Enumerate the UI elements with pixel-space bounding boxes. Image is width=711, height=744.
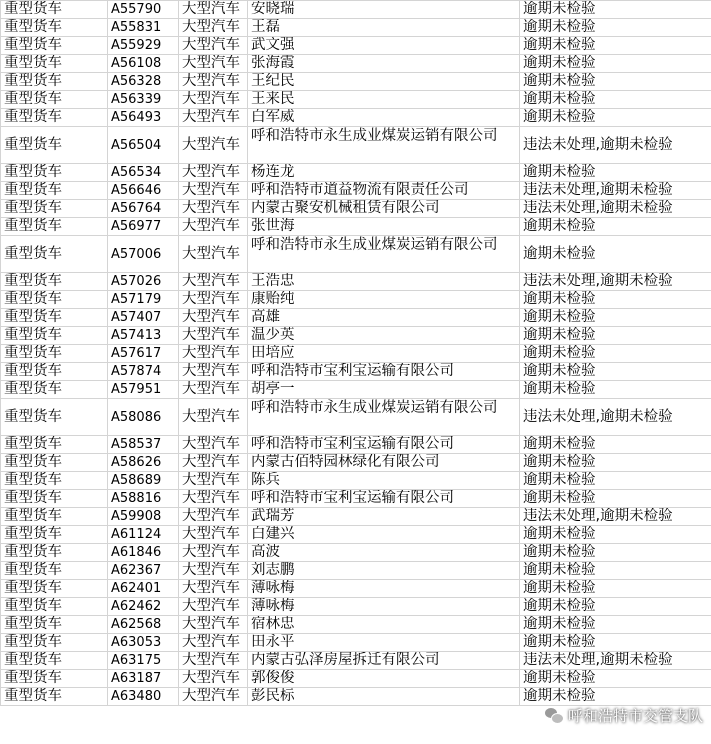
- cell-vehicle-type: 重型货车: [1, 652, 108, 670]
- table-row: [1, 472, 711, 490]
- cell-owner: 呼和浩特市永生成业煤炭运销有限公司: [248, 399, 520, 436]
- cell-plate-class: 大型汽车: [179, 109, 248, 127]
- cell-vehicle-type: 重型货车: [1, 55, 108, 73]
- cell-vehicle-type: 重型货车: [1, 182, 108, 200]
- cell-status: 违法未处理,逾期未检验: [520, 200, 711, 218]
- cell-vehicle-type: 重型货车: [1, 127, 108, 164]
- cell-vehicle-type: 重型货车: [1, 399, 108, 436]
- cell-vehicle-type: 重型货车: [1, 218, 108, 236]
- table-row: [1, 91, 711, 109]
- cell-status: 逾期未检验: [520, 327, 711, 345]
- cell-plate-class: 大型汽车: [179, 345, 248, 363]
- cell-plate-number: A56646: [108, 182, 179, 200]
- cell-vehicle-type: 重型货车: [1, 363, 108, 381]
- cell-plate-number: A61124: [108, 526, 179, 544]
- cell-owner: 呼和浩特市永生成业煤炭运销有限公司: [248, 127, 520, 164]
- cell-owner: 陈兵: [248, 472, 520, 490]
- cell-owner: 白军威: [248, 109, 520, 127]
- cell-vehicle-type: 重型货车: [1, 688, 108, 706]
- cell-vehicle-type: 重型货车: [1, 598, 108, 616]
- cell-owner: 呼和浩特市宝利宝运输有限公司: [248, 490, 520, 508]
- cell-vehicle-type: 重型货车: [1, 19, 108, 37]
- table-row: [1, 109, 711, 127]
- cell-plate-class: 大型汽车: [179, 37, 248, 55]
- table-row: [1, 127, 711, 164]
- table-row: [1, 363, 711, 381]
- cell-owner: 白建兴: [248, 526, 520, 544]
- cell-owner: 彭民标: [248, 688, 520, 706]
- cell-status: 逾期未检验: [520, 291, 711, 309]
- cell-plate-class: 大型汽车: [179, 508, 248, 526]
- cell-plate-number: A57006: [108, 236, 179, 273]
- cell-status: 逾期未检验: [520, 164, 711, 182]
- cell-owner: 薄咏梅: [248, 598, 520, 616]
- cell-plate-class: 大型汽车: [179, 472, 248, 490]
- table-body: [1, 1, 711, 706]
- cell-plate-number: A55929: [108, 37, 179, 55]
- cell-status: 逾期未检验: [520, 670, 711, 688]
- cell-status: 逾期未检验: [520, 363, 711, 381]
- cell-plate-class: 大型汽车: [179, 327, 248, 345]
- table-row: [1, 634, 711, 652]
- cell-plate-number: A57407: [108, 309, 179, 327]
- cell-plate-class: 大型汽车: [179, 490, 248, 508]
- cell-owner: 王来民: [248, 91, 520, 109]
- table-row: [1, 544, 711, 562]
- cell-plate-number: A56977: [108, 218, 179, 236]
- cell-status: 逾期未检验: [520, 688, 711, 706]
- table-row: [1, 688, 711, 706]
- table-row: [1, 526, 711, 544]
- cell-status: 逾期未检验: [520, 436, 711, 454]
- cell-plate-class: 大型汽车: [179, 399, 248, 436]
- cell-status: 违法未处理,逾期未检验: [520, 652, 711, 670]
- cell-plate-number: A63053: [108, 634, 179, 652]
- cell-plate-class: 大型汽车: [179, 309, 248, 327]
- cell-owner: 高雄: [248, 309, 520, 327]
- cell-owner: 呼和浩特市永生成业煤炭运销有限公司: [248, 236, 520, 273]
- cell-vehicle-type: 重型货车: [1, 73, 108, 91]
- cell-vehicle-type: 重型货车: [1, 670, 108, 688]
- cell-plate-number: A63175: [108, 652, 179, 670]
- cell-vehicle-type: 重型货车: [1, 273, 108, 291]
- cell-owner: 呼和浩特市道益物流有限责任公司: [248, 182, 520, 200]
- cell-plate-number: A57026: [108, 273, 179, 291]
- cell-vehicle-type: 重型货车: [1, 291, 108, 309]
- cell-status: 逾期未检验: [520, 454, 711, 472]
- cell-status: 逾期未检验: [520, 526, 711, 544]
- cell-plate-class: 大型汽车: [179, 598, 248, 616]
- cell-plate-class: 大型汽车: [179, 1, 248, 19]
- cell-owner: 内蒙古聚安机械租赁有限公司: [248, 200, 520, 218]
- cell-plate-number: A59908: [108, 508, 179, 526]
- cell-vehicle-type: 重型货车: [1, 454, 108, 472]
- table-row: [1, 381, 711, 399]
- cell-vehicle-type: 重型货车: [1, 508, 108, 526]
- cell-status: 逾期未检验: [520, 309, 711, 327]
- cell-plate-class: 大型汽车: [179, 182, 248, 200]
- cell-plate-class: 大型汽车: [179, 454, 248, 472]
- table-row: [1, 182, 711, 200]
- cell-plate-class: 大型汽车: [179, 670, 248, 688]
- cell-vehicle-type: 重型货车: [1, 109, 108, 127]
- cell-status: 逾期未检验: [520, 19, 711, 37]
- cell-plate-number: A55790: [108, 1, 179, 19]
- cell-owner: 薄咏梅: [248, 580, 520, 598]
- cell-plate-number: A56108: [108, 55, 179, 73]
- cell-status: 逾期未检验: [520, 55, 711, 73]
- table-row: [1, 236, 711, 273]
- cell-status: 违法未处理,逾期未检验: [520, 273, 711, 291]
- cell-plate-number: A56534: [108, 164, 179, 182]
- cell-plate-class: 大型汽车: [179, 164, 248, 182]
- cell-status: 逾期未检验: [520, 562, 711, 580]
- cell-status: 逾期未检验: [520, 345, 711, 363]
- cell-plate-number: A62568: [108, 616, 179, 634]
- cell-vehicle-type: 重型货车: [1, 37, 108, 55]
- cell-plate-number: A56328: [108, 73, 179, 91]
- cell-owner: 呼和浩特市宝利宝运输有限公司: [248, 363, 520, 381]
- cell-plate-number: A56339: [108, 91, 179, 109]
- cell-vehicle-type: 重型货车: [1, 580, 108, 598]
- cell-plate-class: 大型汽车: [179, 381, 248, 399]
- cell-status: 逾期未检验: [520, 472, 711, 490]
- cell-plate-number: A57617: [108, 345, 179, 363]
- table-row: [1, 670, 711, 688]
- cell-plate-class: 大型汽车: [179, 218, 248, 236]
- cell-status: 逾期未检验: [520, 490, 711, 508]
- cell-vehicle-type: 重型货车: [1, 345, 108, 363]
- cell-vehicle-type: 重型货车: [1, 1, 108, 19]
- table-row: [1, 454, 711, 472]
- cell-plate-number: A56493: [108, 109, 179, 127]
- cell-plate-class: 大型汽车: [179, 273, 248, 291]
- cell-vehicle-type: 重型货车: [1, 381, 108, 399]
- cell-owner: 呼和浩特市宝利宝运输有限公司: [248, 436, 520, 454]
- cell-owner: 内蒙古弘泽房屋拆迁有限公司: [248, 652, 520, 670]
- cell-owner: 武瑞芳: [248, 508, 520, 526]
- cell-plate-number: A63480: [108, 688, 179, 706]
- cell-owner: 王纪民: [248, 73, 520, 91]
- cell-plate-class: 大型汽车: [179, 652, 248, 670]
- cell-plate-class: 大型汽车: [179, 580, 248, 598]
- cell-status: 逾期未检验: [520, 634, 711, 652]
- cell-status: 违法未处理,逾期未检验: [520, 399, 711, 436]
- cell-plate-class: 大型汽车: [179, 363, 248, 381]
- cell-vehicle-type: 重型货车: [1, 309, 108, 327]
- cell-plate-class: 大型汽车: [179, 236, 248, 273]
- table-row: [1, 652, 711, 670]
- cell-plate-class: 大型汽车: [179, 200, 248, 218]
- cell-plate-number: A63187: [108, 670, 179, 688]
- table-row: [1, 616, 711, 634]
- cell-status: 逾期未检验: [520, 109, 711, 127]
- table-row: [1, 37, 711, 55]
- cell-vehicle-type: 重型货车: [1, 436, 108, 454]
- cell-plate-number: A56504: [108, 127, 179, 164]
- table-row: [1, 291, 711, 309]
- table-row: [1, 1, 711, 19]
- cell-plate-class: 大型汽车: [179, 634, 248, 652]
- cell-owner: 杨连龙: [248, 164, 520, 182]
- cell-status: 逾期未检验: [520, 1, 711, 19]
- cell-status: 逾期未检验: [520, 598, 711, 616]
- cell-plate-class: 大型汽车: [179, 127, 248, 164]
- table-row: [1, 55, 711, 73]
- wechat-icon: [545, 708, 563, 724]
- cell-status: 逾期未检验: [520, 381, 711, 399]
- cell-owner: 田培应: [248, 345, 520, 363]
- cell-vehicle-type: 重型货车: [1, 526, 108, 544]
- table-row: [1, 19, 711, 37]
- cell-plate-number: A55831: [108, 19, 179, 37]
- cell-plate-number: A56764: [108, 200, 179, 218]
- cell-plate-number: A62401: [108, 580, 179, 598]
- cell-owner: 安晓瑞: [248, 1, 520, 19]
- cell-status: 违法未处理,逾期未检验: [520, 127, 711, 164]
- table-row: [1, 345, 711, 363]
- table-row: [1, 399, 711, 436]
- watermark: [545, 705, 703, 726]
- cell-owner: 刘志鹏: [248, 562, 520, 580]
- table-row: [1, 73, 711, 91]
- cell-plate-number: A58626: [108, 454, 179, 472]
- cell-status: 逾期未检验: [520, 218, 711, 236]
- cell-vehicle-type: 重型货车: [1, 490, 108, 508]
- watermark-text: 呼和浩特市交管支队: [567, 707, 703, 725]
- cell-status: 逾期未检验: [520, 580, 711, 598]
- cell-vehicle-type: 重型货车: [1, 616, 108, 634]
- table-row: [1, 309, 711, 327]
- table-row: [1, 327, 711, 345]
- cell-owner: 王浩忠: [248, 273, 520, 291]
- cell-owner: 王磊: [248, 19, 520, 37]
- table-row: [1, 598, 711, 616]
- cell-plate-class: 大型汽车: [179, 55, 248, 73]
- table-row: [1, 273, 711, 291]
- cell-plate-class: 大型汽车: [179, 19, 248, 37]
- cell-plate-class: 大型汽车: [179, 436, 248, 454]
- cell-status: 逾期未检验: [520, 91, 711, 109]
- cell-owner: 宿林忠: [248, 616, 520, 634]
- cell-vehicle-type: 重型货车: [1, 200, 108, 218]
- cell-vehicle-type: 重型货车: [1, 544, 108, 562]
- cell-plate-class: 大型汽车: [179, 562, 248, 580]
- cell-plate-number: A58537: [108, 436, 179, 454]
- cell-plate-number: A58086: [108, 399, 179, 436]
- cell-owner: 胡亭一: [248, 381, 520, 399]
- cell-plate-class: 大型汽车: [179, 91, 248, 109]
- cell-plate-number: A57951: [108, 381, 179, 399]
- cell-owner: 武文强: [248, 37, 520, 55]
- cell-vehicle-type: 重型货车: [1, 91, 108, 109]
- cell-plate-class: 大型汽车: [179, 688, 248, 706]
- cell-plate-class: 大型汽车: [179, 291, 248, 309]
- cell-owner: 张世海: [248, 218, 520, 236]
- cell-plate-number: A62367: [108, 562, 179, 580]
- cell-owner: 康贻纯: [248, 291, 520, 309]
- cell-plate-number: A58816: [108, 490, 179, 508]
- table-row: [1, 562, 711, 580]
- table-row: [1, 164, 711, 182]
- cell-owner: 张海霞: [248, 55, 520, 73]
- cell-vehicle-type: 重型货车: [1, 562, 108, 580]
- cell-plate-class: 大型汽车: [179, 526, 248, 544]
- cell-plate-class: 大型汽车: [179, 73, 248, 91]
- cell-plate-number: A62462: [108, 598, 179, 616]
- cell-vehicle-type: 重型货车: [1, 164, 108, 182]
- cell-plate-number: A61846: [108, 544, 179, 562]
- table-row: [1, 200, 711, 218]
- cell-plate-number: A57179: [108, 291, 179, 309]
- cell-status: 逾期未检验: [520, 73, 711, 91]
- cell-plate-number: A57874: [108, 363, 179, 381]
- cell-owner: 田永平: [248, 634, 520, 652]
- cell-vehicle-type: 重型货车: [1, 236, 108, 273]
- cell-status: 逾期未检验: [520, 236, 711, 273]
- cell-status: 违法未处理,逾期未检验: [520, 508, 711, 526]
- cell-owner: 温少英: [248, 327, 520, 345]
- cell-status: 逾期未检验: [520, 616, 711, 634]
- cell-vehicle-type: 重型货车: [1, 327, 108, 345]
- table-row: [1, 490, 711, 508]
- cell-vehicle-type: 重型货车: [1, 634, 108, 652]
- cell-owner: 内蒙古佰特园林绿化有限公司: [248, 454, 520, 472]
- table-row: [1, 508, 711, 526]
- cell-status: 逾期未检验: [520, 544, 711, 562]
- table-row: [1, 218, 711, 236]
- cell-plate-class: 大型汽车: [179, 616, 248, 634]
- table-row: [1, 580, 711, 598]
- cell-plate-number: A58689: [108, 472, 179, 490]
- cell-owner: 郭俊俊: [248, 670, 520, 688]
- cell-plate-class: 大型汽车: [179, 544, 248, 562]
- cell-owner: 高波: [248, 544, 520, 562]
- cell-status: 逾期未检验: [520, 37, 711, 55]
- cell-vehicle-type: 重型货车: [1, 472, 108, 490]
- table-row: [1, 436, 711, 454]
- cell-status: 违法未处理,逾期未检验: [520, 182, 711, 200]
- cell-plate-number: A57413: [108, 327, 179, 345]
